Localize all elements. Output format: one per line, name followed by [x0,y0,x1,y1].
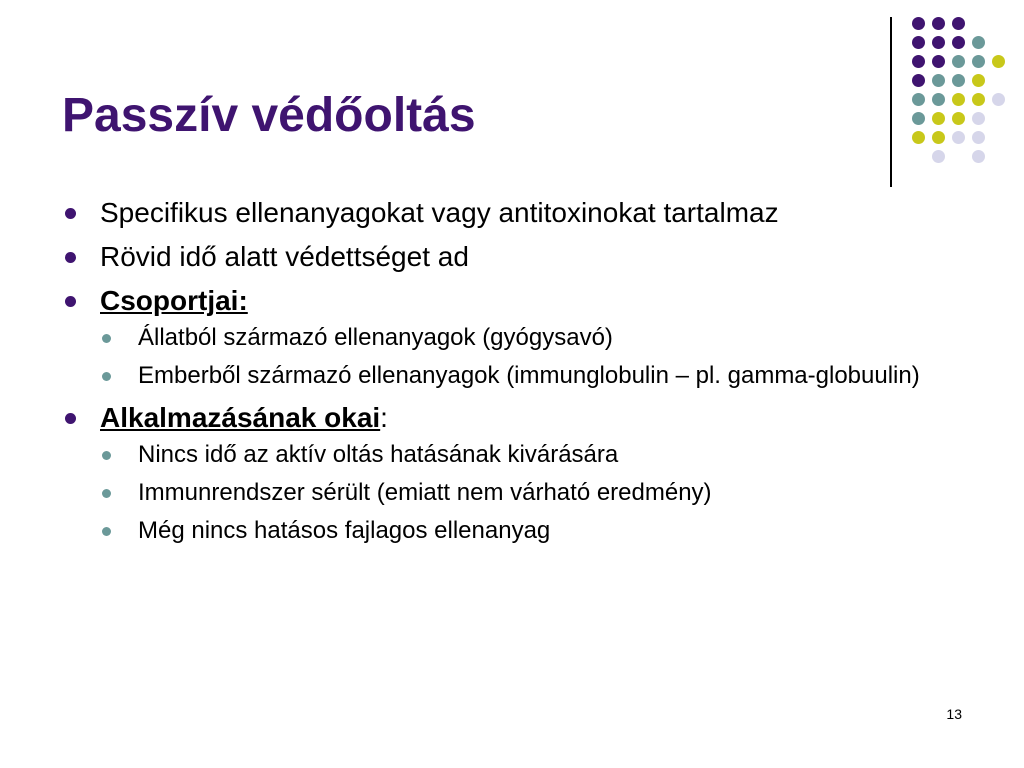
bullet-item [62,284,922,390]
decor-dot [972,112,985,125]
decor-dot [972,150,985,163]
decor-dot [952,112,965,125]
sub-bullet-dot-icon [102,489,111,498]
decor-dot [952,131,965,144]
decor-dot [912,131,925,144]
sub-bullet-item [100,441,922,469]
sub-bullet-list [100,324,922,390]
bullet-list [62,196,922,545]
decor-dot [952,17,965,30]
bullet-dot-icon [65,296,76,307]
heading-colon: : [380,402,388,433]
bullet-item [62,401,922,545]
sub-bullet-item [100,324,922,352]
decor-dot [932,55,945,68]
bullet-item [62,240,922,273]
sub-bullet-dot-icon [102,372,111,381]
decor-dot [932,112,945,125]
decor-dot [912,93,925,106]
bullet-dot-icon [65,252,76,263]
page-number: 13 [946,706,962,722]
decor-dot [912,112,925,125]
bullet-text: Rövid idő alatt védettséget ad [100,241,469,272]
sub-bullet-text: Immunrendszer sérült (emiatt nem várható eredmény) [138,479,712,506]
decor-dot [992,93,1005,106]
decor-dot [952,55,965,68]
decor-dot [972,74,985,87]
bullet-text: Specifikus ellenanyagokat vagy antitoxinokat tartalmaz [100,197,779,228]
sub-bullet-dot-icon [102,334,111,343]
decor-dot [972,131,985,144]
sub-bullet-text: Állatból származó ellenanyagok (gyógysavó) [138,324,613,351]
sub-bullet-text: Emberből származó ellenanyagok (immunglobulin – pl. gamma-globuulin) [138,362,920,389]
decor-dot [932,74,945,87]
decor-dot [932,93,945,106]
slide-title: Passzív védőoltás [62,89,476,142]
decor-dot [932,131,945,144]
decor-dot [912,74,925,87]
decor-dot [912,55,925,68]
decor-dot [972,93,985,106]
decor-dot [912,36,925,49]
decor-dot [972,55,985,68]
sub-bullet-item [100,362,922,390]
decor-dot [972,36,985,49]
sub-bullet-text: Még nincs hatásos fajlagos ellenanyag [138,517,551,544]
sub-bullet-list [100,441,922,545]
decor-dot [932,36,945,49]
slide-body [62,196,922,556]
section-heading-groups: Csoportjai: [100,285,248,316]
decor-dot [992,55,1005,68]
sub-bullet-dot-icon [102,527,111,536]
sub-bullet-item [100,479,922,507]
decorative-dot-grid [912,17,1012,167]
section-heading-reasons: Alkalmazásának okai [100,402,381,433]
sub-bullet-item [100,517,922,545]
decor-dot [912,17,925,30]
decor-dot [952,74,965,87]
decor-dot [952,93,965,106]
sub-bullet-dot-icon [102,451,111,460]
bullet-dot-icon [65,208,76,219]
sub-bullet-text: Nincs idő az aktív oltás hatásának kivárására [138,441,619,468]
bullet-dot-icon [65,413,76,424]
decor-dot [932,17,945,30]
bullet-item [62,196,922,229]
title-divider-line [890,17,892,187]
decor-dot [932,150,945,163]
decor-dot [952,36,965,49]
